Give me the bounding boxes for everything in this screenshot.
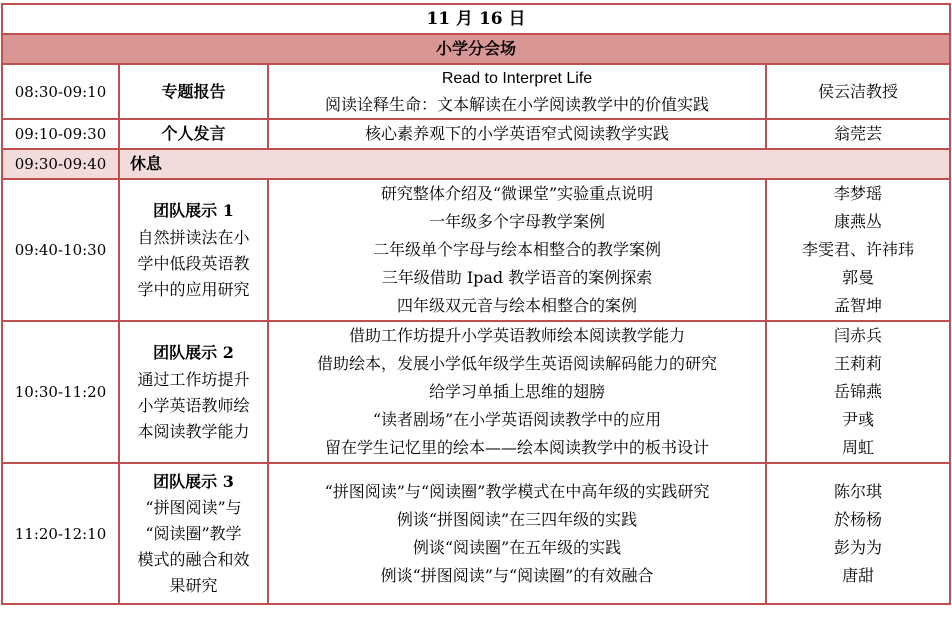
session-subtitle: 本阅读教学能力 xyxy=(137,422,250,441)
session-items xyxy=(268,463,766,604)
session-time: 11:20-12:10 xyxy=(2,463,119,604)
session-subtitle: 学中低段英语教 xyxy=(137,254,250,273)
session-speaker: 陈尔琪 xyxy=(834,481,883,501)
session-time: 09:40-10:30 xyxy=(2,179,119,321)
session-item: 一年级多个字母教学案例 xyxy=(428,212,605,231)
session-type: 团队展示 2 xyxy=(153,343,234,362)
session-items xyxy=(268,321,766,463)
session-speaker: 李梦瑶 xyxy=(834,184,883,203)
session-speaker: 彭为为 xyxy=(834,537,883,557)
venue-row xyxy=(2,34,950,64)
session-item: 二年级单个字母与绘本相整合的教学案例 xyxy=(372,240,661,259)
session-time: 10:30-11:20 xyxy=(2,321,119,463)
session-speaker: 郭曼 xyxy=(842,268,875,287)
session-speaker: 尹彧 xyxy=(842,410,875,429)
session-time: 09:10-09:30 xyxy=(2,119,119,149)
session-subtitle: 自然拼读法在小 xyxy=(137,228,250,247)
session-item: 留在学生记忆里的绘本——绘本阅读教学中的板书设计 xyxy=(324,438,709,457)
session-speakers xyxy=(766,463,950,604)
session-speaker: 李雯君、许祎玮 xyxy=(802,240,915,259)
session-row xyxy=(2,179,950,321)
session-item: 四年级双元音与绘本相整合的案例 xyxy=(396,296,637,315)
session-item: 例谈“拼图阅读”在三四年级的实践 xyxy=(396,509,638,529)
session-type: 专题报告 xyxy=(119,64,268,119)
break-time: 09:30-09:40 xyxy=(2,149,119,179)
date-row xyxy=(2,4,950,34)
session-speaker: 於杨杨 xyxy=(834,509,883,529)
session-speaker: 康燕丛 xyxy=(834,212,883,231)
session-speaker: 孟智坤 xyxy=(834,296,883,315)
session-subtitle: 通过工作坊提升 xyxy=(137,370,250,389)
session-item: 三年级借助 Ipad 教学语音的案例探索 xyxy=(381,268,653,287)
session-subtitle: 小学英语教师绘 xyxy=(137,396,250,415)
session-row xyxy=(2,463,950,604)
session-subtitle: “阅读圈”教学 xyxy=(145,523,242,543)
session-item: “读者剧场”在小学英语阅读教学中的应用 xyxy=(372,410,662,429)
break-label: 休息 xyxy=(119,149,950,179)
session-speaker: 王莉莉 xyxy=(834,354,883,373)
session-speaker: 岳锦燕 xyxy=(834,382,883,401)
session-item: 借助工作坊提升小学英语教师绘本阅读教学能力 xyxy=(348,326,685,345)
session-type: 团队展示 1 xyxy=(153,201,234,220)
session-speaker: 翁莞芸 xyxy=(766,119,950,149)
session-items xyxy=(268,179,766,321)
session-speaker: 闫赤兵 xyxy=(834,326,883,345)
session-subtitle: “拼图阅读”与 xyxy=(145,497,242,517)
session-item: 借助绘本，发展小学低年级学生英语阅读解码能力的研究 xyxy=(316,354,717,373)
session-row xyxy=(2,321,950,463)
session-type-cell xyxy=(119,179,268,321)
session-time: 08:30-09:10 xyxy=(2,64,119,119)
session-item: “拼图阅读”与“阅读圈”教学模式在中高年级的实践研究 xyxy=(324,481,710,501)
session-item: 核心素养观下的小学英语窄式阅读教学实践 xyxy=(268,119,766,149)
session-subtitle: 果研究 xyxy=(169,575,218,595)
session-item: 例谈“阅读圈”在五年级的实践 xyxy=(412,537,622,557)
session-subtitle: 模式的融合和效 xyxy=(137,549,250,569)
session-speakers xyxy=(766,321,950,463)
session-subtitle: 学中的应用研究 xyxy=(137,280,250,299)
session-speaker: 周虹 xyxy=(842,438,875,457)
session-speakers xyxy=(766,179,950,321)
session-item: 研究整体介绍及“微课堂”实验重点说明 xyxy=(380,184,654,203)
session-item: 阅读诠释生命：文本解读在小学阅读教学中的价值实践 xyxy=(324,94,709,114)
session-item: Read to Interpret Life xyxy=(441,69,593,87)
session-item: 给学习单插上思维的翅膀 xyxy=(428,382,605,401)
session-row xyxy=(2,64,950,119)
date-heading: 11 月 16 日 xyxy=(2,4,950,34)
break-row xyxy=(2,149,950,179)
session-row xyxy=(2,119,950,149)
schedule-table xyxy=(1,3,951,605)
session-item: 例谈“拼图阅读”与“阅读圈”的有效融合 xyxy=(380,565,654,585)
session-type-cell xyxy=(119,321,268,463)
venue-heading: 小学分会场 xyxy=(2,34,950,64)
session-type: 个人发言 xyxy=(119,119,268,149)
session-type: 团队展示 3 xyxy=(153,471,234,491)
session-type-cell xyxy=(119,463,268,604)
session-items xyxy=(268,64,766,119)
session-speaker: 侯云洁教授 xyxy=(766,64,950,119)
session-speaker: 唐甜 xyxy=(842,565,875,585)
